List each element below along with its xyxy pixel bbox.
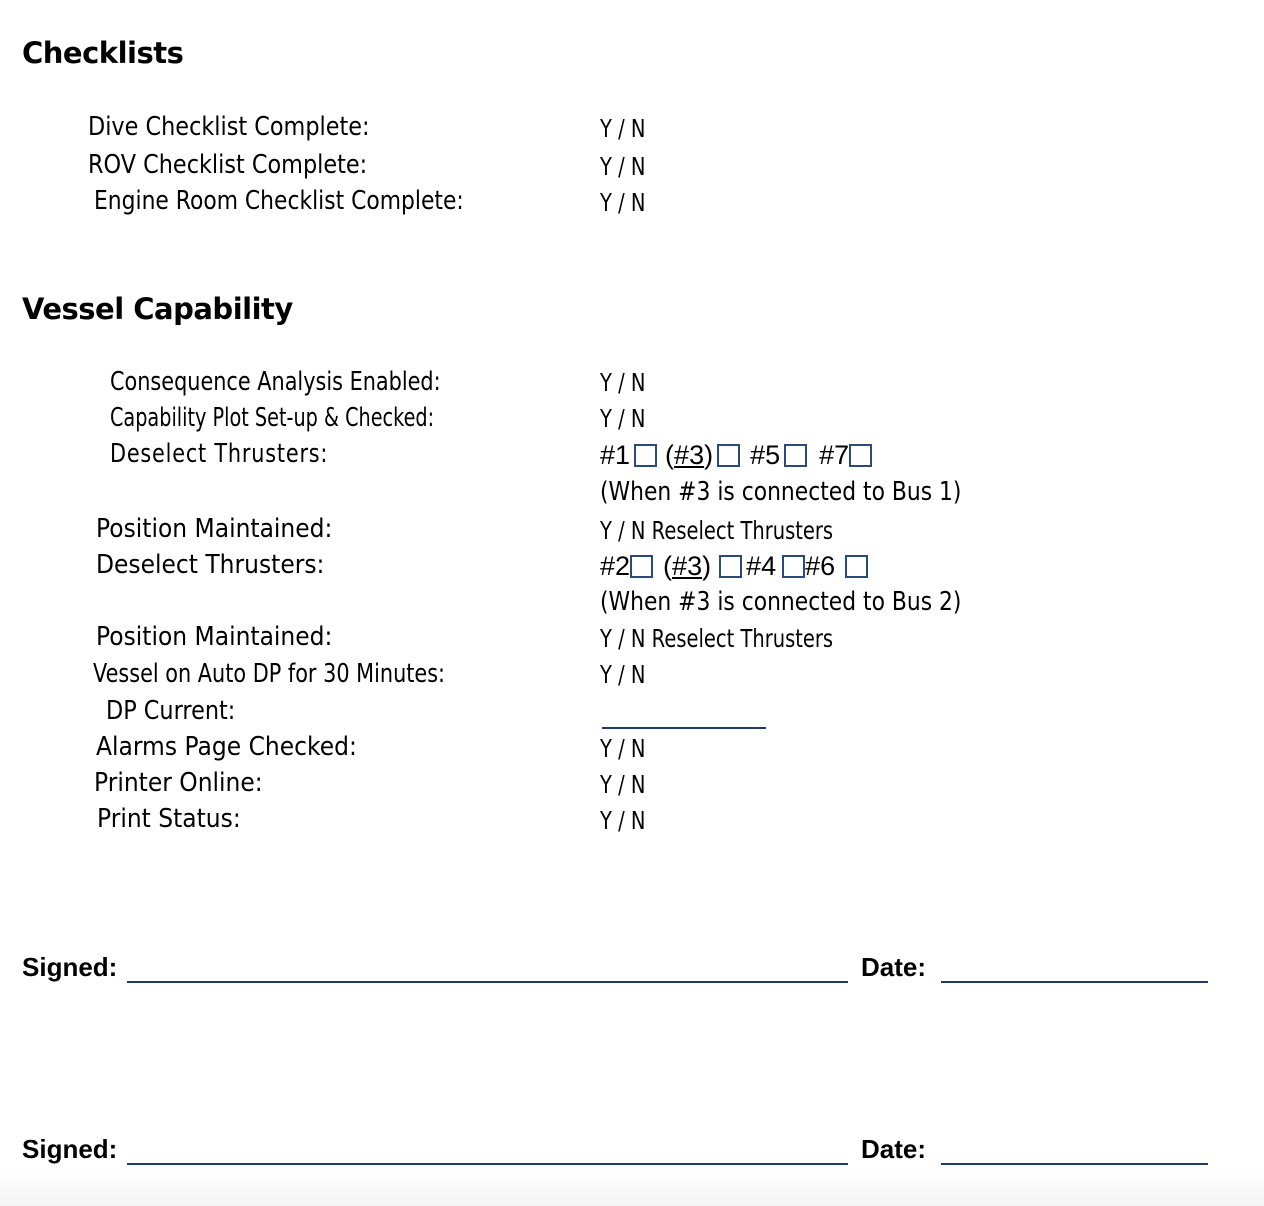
date-label-1: Date: bbox=[861, 952, 927, 982]
position-maintained-value-2[interactable]: Y / N Reselect Thrusters bbox=[600, 624, 834, 653]
deselect-thrusters-label-2: Deselect Thrusters: bbox=[96, 550, 325, 580]
alarms-page-value[interactable]: Y / N bbox=[600, 734, 646, 763]
capability-plot-value[interactable]: Y / N bbox=[600, 404, 646, 433]
bus1-note: (When #3 is connected to Bus 1) bbox=[600, 477, 962, 507]
page-bottom-edge bbox=[0, 1170, 1264, 1206]
thruster-1-checkbox[interactable] bbox=[634, 444, 657, 467]
auto-dp-label: Vessel on Auto DP for 30 Minutes: bbox=[93, 659, 446, 689]
thruster-3-checkbox[interactable] bbox=[717, 444, 740, 467]
deselect-thrusters-label-1: Deselect Thrusters: bbox=[110, 439, 329, 469]
date-line-1[interactable] bbox=[941, 981, 1208, 983]
thruster-group-bus2 bbox=[600, 551, 872, 582]
thruster-5-checkbox[interactable] bbox=[784, 444, 807, 467]
thruster-1-label: #1 bbox=[600, 440, 631, 470]
thruster-3-label: #3 bbox=[672, 551, 703, 581]
thruster-4-checkbox[interactable] bbox=[782, 555, 805, 578]
paren-open: ( bbox=[663, 551, 673, 581]
dive-checklist-value[interactable]: Y / N bbox=[600, 114, 646, 143]
signature-line-1[interactable] bbox=[127, 981, 848, 983]
thruster-2-checkbox[interactable] bbox=[630, 555, 653, 578]
rov-checklist-label: ROV Checklist Complete: bbox=[88, 150, 368, 180]
paren-close: ) bbox=[702, 551, 712, 581]
paren-open: ( bbox=[665, 440, 675, 470]
section-title-vessel-capability: Vessel Capability bbox=[22, 292, 293, 326]
dp-current-underline bbox=[602, 727, 766, 729]
thruster-5-label: #5 bbox=[750, 440, 781, 470]
print-status-value[interactable]: Y / N bbox=[600, 806, 646, 835]
dive-checklist-label: Dive Checklist Complete: bbox=[88, 112, 370, 142]
date-line-2[interactable] bbox=[941, 1163, 1208, 1165]
consequence-analysis-label: Consequence Analysis Enabled: bbox=[110, 367, 441, 397]
capability-plot-label: Capability Plot Set-up & Checked: bbox=[110, 403, 435, 433]
thruster-group-bus1 bbox=[600, 440, 876, 471]
dp-current-input[interactable] bbox=[600, 700, 764, 724]
auto-dp-value[interactable]: Y / N bbox=[600, 660, 646, 689]
consequence-analysis-value[interactable]: Y / N bbox=[600, 368, 646, 397]
position-maintained-label-2: Position Maintained: bbox=[96, 622, 333, 652]
date-label-2: Date: bbox=[861, 1134, 927, 1164]
thruster-4-label: #4 bbox=[746, 551, 777, 581]
printer-online-label: Printer Online: bbox=[94, 768, 263, 798]
print-status-label: Print Status: bbox=[97, 804, 241, 834]
thruster-6-checkbox[interactable] bbox=[845, 555, 868, 578]
thruster-3-label: #3 bbox=[674, 440, 705, 470]
signed-label-1: Signed: bbox=[22, 952, 118, 982]
printer-online-value[interactable]: Y / N bbox=[600, 770, 646, 799]
engine-room-checklist-label: Engine Room Checklist Complete: bbox=[94, 186, 464, 216]
thruster-2-label: #2 bbox=[600, 551, 631, 581]
signed-label-2: Signed: bbox=[22, 1134, 118, 1164]
section-title-checklists: Checklists bbox=[22, 36, 184, 70]
bus2-note: (When #3 is connected to Bus 2) bbox=[600, 587, 962, 617]
alarms-page-label: Alarms Page Checked: bbox=[96, 732, 357, 762]
dp-current-label: DP Current: bbox=[106, 696, 236, 726]
thruster-3-checkbox[interactable] bbox=[719, 555, 742, 578]
position-maintained-value-1[interactable]: Y / N Reselect Thrusters bbox=[600, 516, 834, 545]
position-maintained-label-1: Position Maintained: bbox=[96, 514, 333, 544]
thruster-6-label: #6 bbox=[805, 551, 836, 581]
thruster-7-checkbox[interactable] bbox=[849, 444, 872, 467]
engine-room-checklist-value[interactable]: Y / N bbox=[600, 188, 646, 217]
signature-line-2[interactable] bbox=[127, 1163, 848, 1165]
rov-checklist-value[interactable]: Y / N bbox=[600, 152, 646, 181]
paren-close: ) bbox=[704, 440, 714, 470]
thruster-7-label: #7 bbox=[819, 440, 850, 470]
